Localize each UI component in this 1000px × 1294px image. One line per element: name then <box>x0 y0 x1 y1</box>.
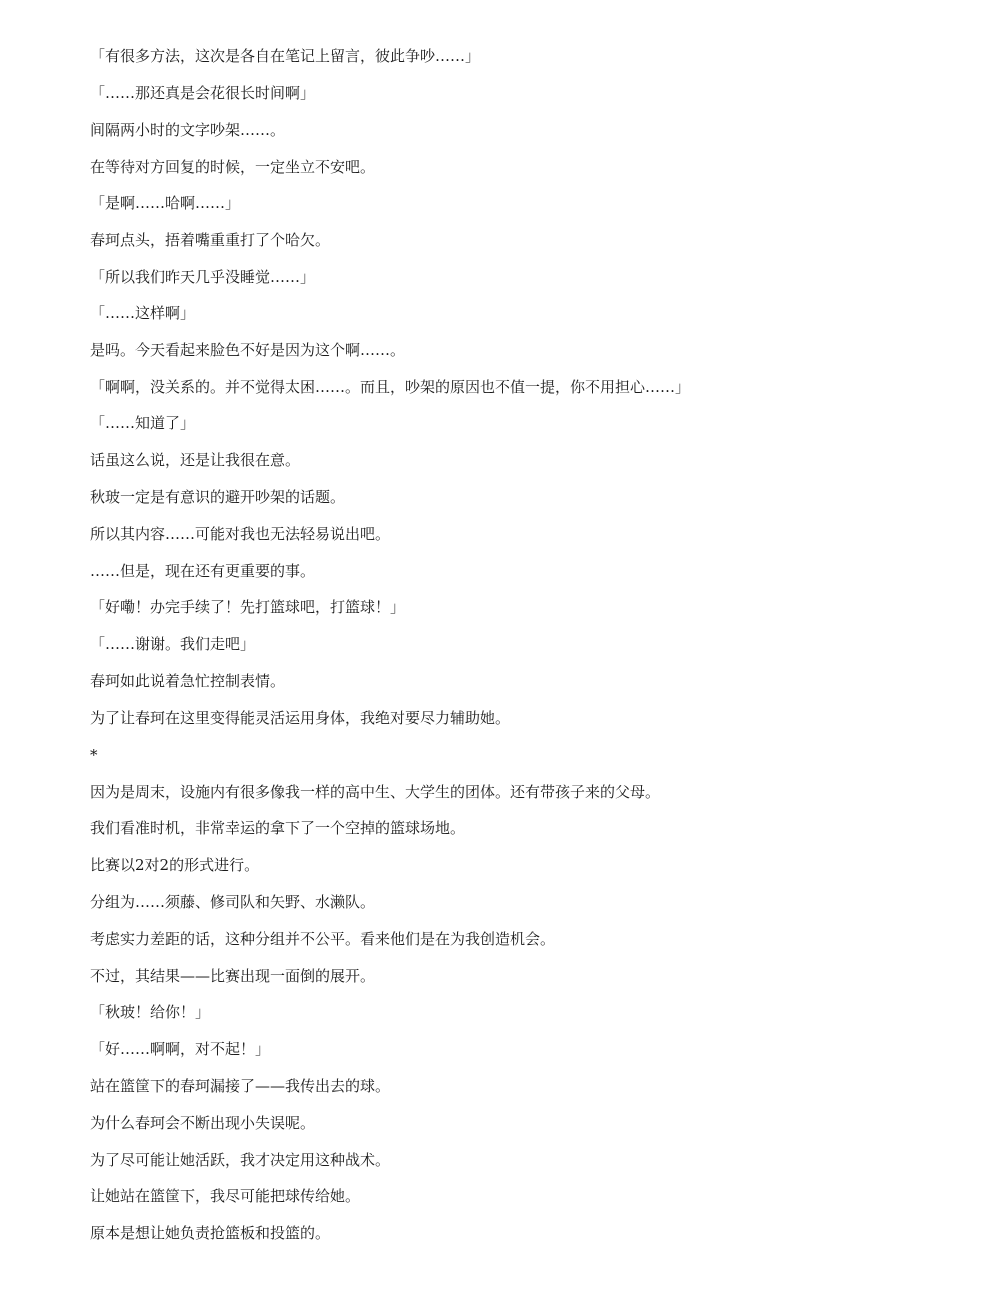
paragraph: 站在篮筐下的春珂漏接了——我传出去的球。 <box>90 1077 391 1095</box>
paragraph: 「好嘞！办完手续了！先打篮球吧，打篮球！」 <box>90 598 406 616</box>
paragraph: 「秋玻！给你！」 <box>90 1003 211 1021</box>
paragraph: 话虽这么说，还是让我很在意。 <box>90 451 301 469</box>
paragraph: 「是啊……哈啊……」 <box>90 194 241 212</box>
paragraph: 为了让春珂在这里变得能灵活运用身体，我绝对要尽力辅助她。 <box>90 709 511 727</box>
paragraph: 考虑实力差距的话，这种分组并不公平。看来他们是在为我创造机会。 <box>90 930 556 948</box>
paragraph: 不过，其结果——比赛出现一面倒的展开。 <box>90 967 376 985</box>
paragraph: 「所以我们昨天几乎没睡觉……」 <box>90 268 316 286</box>
paragraph: 「好……啊啊，对不起！」 <box>90 1040 271 1058</box>
paragraph: 让她站在篮筐下，我尽可能把球传给她。 <box>90 1187 361 1205</box>
paragraph: 间隔两小时的文字吵架……。 <box>90 121 286 139</box>
paragraph: 秋玻一定是有意识的避开吵架的话题。 <box>90 488 346 506</box>
paragraph: 比赛以2对2的形式进行。 <box>90 856 260 874</box>
paragraph: 「……谢谢。我们走吧」 <box>90 635 256 653</box>
paragraph: 「啊啊，没关系的。并不觉得太困……。而且，吵架的原因也不值一提，你不用担心……」 <box>90 378 691 396</box>
paragraph: 是吗。今天看起来脸色不好是因为这个啊……。 <box>90 341 406 359</box>
paragraph: 「……那还真是会花很长时间啊」 <box>90 84 316 102</box>
paragraph: 为了尽可能让她活跃，我才决定用这种战术。 <box>90 1151 391 1169</box>
paragraph: 「有很多方法，这次是各自在笔记上留言，彼此争吵……」 <box>90 47 481 65</box>
paragraph: 「……这样啊」 <box>90 304 196 322</box>
paragraph: 春珂点头，捂着嘴重重打了个哈欠。 <box>90 231 331 249</box>
paragraph: 因为是周末，设施内有很多像我一样的高中生、大学生的团体。还有带孩子来的父母。 <box>90 783 661 801</box>
paragraph: 「……知道了」 <box>90 414 196 432</box>
paragraph: ……但是，现在还有更重要的事。 <box>90 562 316 580</box>
paragraph: 所以其内容……可能对我也无法轻易说出吧。 <box>90 525 391 543</box>
paragraph: 为什么春珂会不断出现小失误呢。 <box>90 1114 316 1132</box>
paragraph: 我们看准时机，非常幸运的拿下了一个空掉的篮球场地。 <box>90 819 466 837</box>
paragraph: 在等待对方回复的时候，一定坐立不安吧。 <box>90 158 376 176</box>
paragraph: 分组为……须藤、修司队和矢野、水濑队。 <box>90 893 376 911</box>
paragraph: 原本是想让她负责抢篮板和投篮的。 <box>90 1224 331 1242</box>
paragraph: 春珂如此说着急忙控制表情。 <box>90 672 286 690</box>
scene-break: * <box>90 746 98 764</box>
